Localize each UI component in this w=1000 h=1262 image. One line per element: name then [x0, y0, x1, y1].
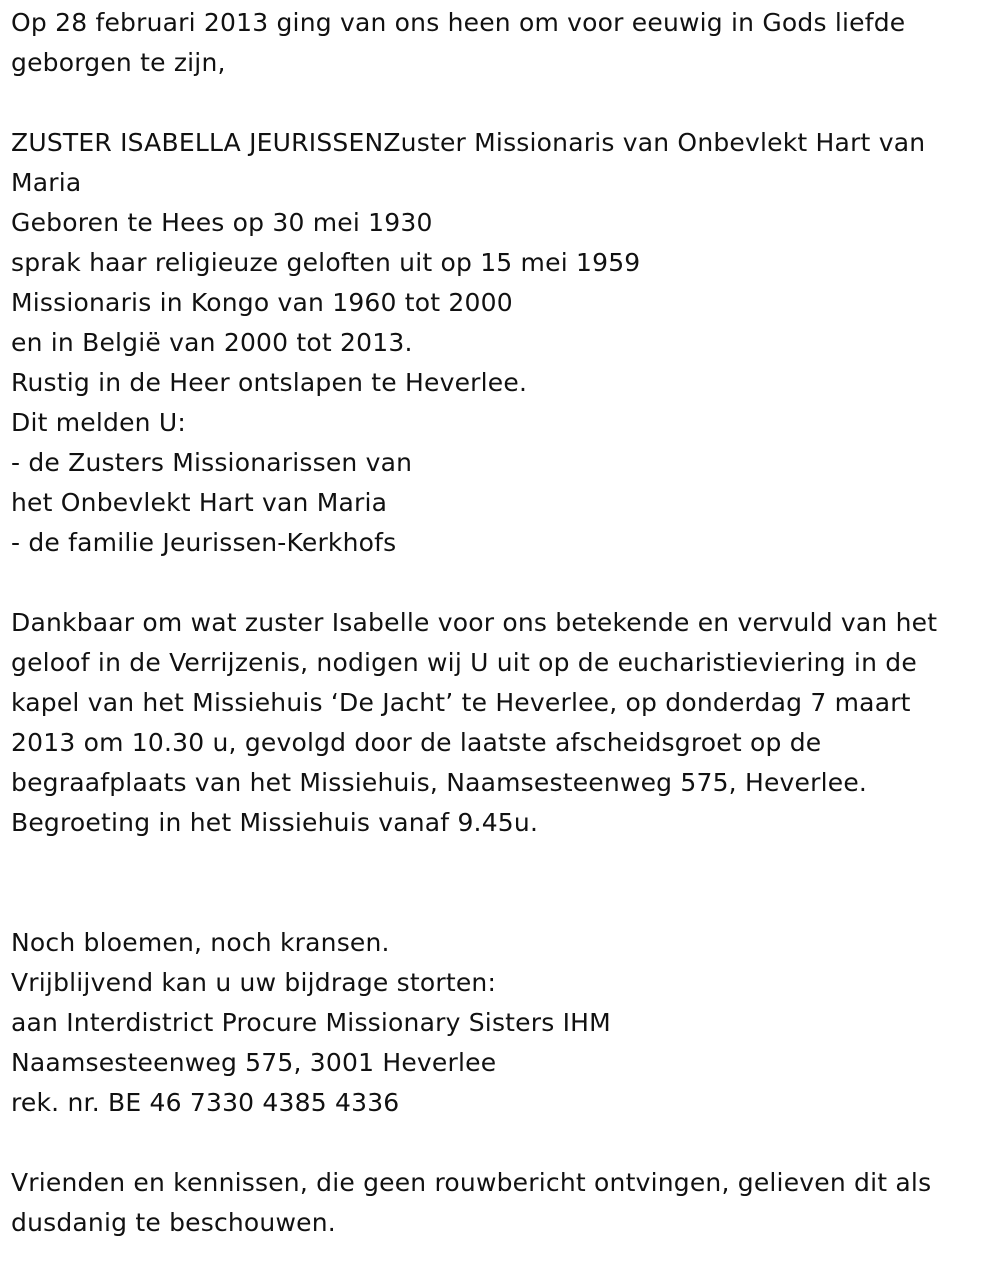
text-line: Rustig in de Heer ontslapen te Heverlee. — [11, 368, 528, 397]
text-line: Naamsesteenweg 575, 3001 Heverlee — [11, 1048, 497, 1077]
text-line: Begroeting in het Missiehuis vanaf 9.45u. — [11, 808, 539, 837]
paragraph-spacer — [11, 883, 991, 923]
closing-paragraph — [11, 1163, 991, 1243]
paragraph-spacer — [11, 83, 991, 123]
paragraph-spacer — [11, 1123, 991, 1163]
text-line: sprak haar religieuze geloften uit op 15 mei 1959 — [11, 248, 641, 277]
text-line: kapel van het Missiehuis ‘De Jacht’ te Heverlee, op donderdag 7 maart — [11, 688, 911, 717]
text-line: Vrijblijvend kan u uw bijdrage storten: — [11, 968, 497, 997]
text-line: Op 28 februari 2013 ging van ons heen om voor eeuwig in Gods liefde — [11, 8, 906, 37]
intro-paragraph — [11, 3, 991, 83]
paragraph-spacer — [11, 843, 991, 883]
ceremony-paragraph — [11, 603, 991, 843]
text-line: en in België van 2000 tot 2013. — [11, 328, 413, 357]
text-line: Geboren te Hees op 30 mei 1930 — [11, 208, 433, 237]
text-line: geborgen te zijn, — [11, 48, 226, 77]
text-line: Noch bloemen, noch kransen. — [11, 928, 390, 957]
text-line: 2013 om 10.30 u, gevolgd door de laatste afscheidsgroet op de — [11, 728, 822, 757]
text-line: ZUSTER ISABELLA JEURISSENZuster Missionaris van Onbevlekt Hart van — [11, 128, 926, 157]
text-line: Missionaris in Kongo van 1960 tot 2000 — [11, 288, 513, 317]
text-line: Vrienden en kennissen, die geen rouwbericht ontvingen, gelieven dit als — [11, 1168, 932, 1197]
text-line: geloof in de Verrijzenis, nodigen wij U uit op de eucharistieviering in de — [11, 648, 917, 677]
text-line: - de familie Jeurissen-Kerkhofs — [11, 528, 397, 557]
obituary-notice — [11, 3, 991, 1243]
text-line: Maria — [11, 168, 82, 197]
text-line: Dit melden U: — [11, 408, 186, 437]
text-line: aan Interdistrict Procure Missionary Sisters IHM — [11, 1008, 611, 1037]
text-line: - de Zusters Missionarissen van — [11, 448, 413, 477]
text-line: begraafplaats van het Missiehuis, Naamsesteenweg 575, Heverlee. — [11, 768, 868, 797]
paragraph-spacer — [11, 563, 991, 603]
text-line: dusdanig te beschouwen. — [11, 1208, 336, 1237]
text-line: rek. nr. BE 46 7330 4385 4336 — [11, 1088, 400, 1117]
donations-paragraph — [11, 923, 991, 1123]
text-line: het Onbevlekt Hart van Maria — [11, 488, 388, 517]
bio-paragraph — [11, 123, 991, 563]
text-line: Dankbaar om wat zuster Isabelle voor ons betekende en vervuld van het — [11, 608, 938, 637]
